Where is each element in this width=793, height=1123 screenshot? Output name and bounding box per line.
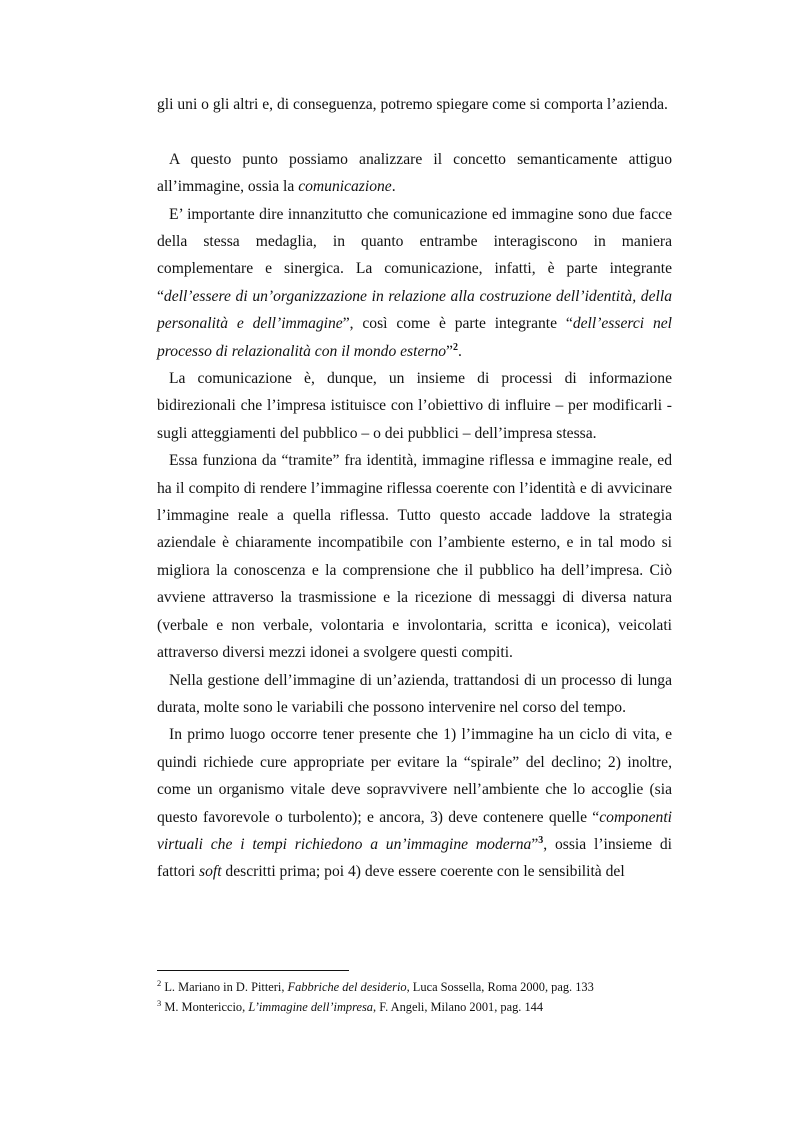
paragraph-7-close-quote: ” [531,835,539,853]
paragraph-3 [157,201,672,365]
footnote-3-title: L’immagine dell’impresa [248,1000,374,1014]
body-text [157,91,672,886]
footnote-ref-2[interactable]: 2 [452,341,458,353]
paragraph-7-text-c: descritti prima; poi 4) deve essere coerente con le sensibilità del [221,863,625,881]
paragraph-3-close-quote: ” [446,342,453,360]
paragraph-2 [157,146,672,201]
paragraph-7-emphasis: soft [199,863,222,881]
paragraph-7-quote: componenti virtuali che i tempi richiedono a un’immagine moderna [157,808,672,853]
paragraph-5: Essa funziona da “tramite” fra identità, immagine riflessa e immagine reale, ed ha il compito di rendere l’immagine riflessa coerente con l’identità e di avvicinare l’immagine reale a quella riflessa. Tutto questo accade laddove la strategia aziendale è chiaramente incompatibile con l’ambiente esterno, e in tal modo si migliora la conoscenza e la comprensione che il pubblico ha dell’impresa. Ciò avviene attraverso la trasmissione e la ricezione di messaggi di diversa natura (verbale e non verbale, volontaria e involontaria, scritta e iconica), veicolati attraverso diversi mezzi idonei a svolgere questi compiti. [157,452,672,662]
paragraph-3-text-a: E’ importante dire innanzitutto che comunicazione ed immagine sono due facce della stessa medaglia, in quanto entrambe interagiscono in maniera complementare e sinergica. La comunicazione, infatti, è parte integrante “ [157,205,672,305]
paragraph-7 [157,721,672,885]
footnote-divider [157,970,349,971]
paragraph-2-end: . [391,178,396,196]
paragraph-1: gli uni o gli altri e, di conseguenza, potremo spiegare come si comporta l’azienda. [157,96,668,113]
footnote-3-publisher: , F. Angeli, Milano 2001, pag. 144 [373,1000,544,1014]
footnotes [157,977,672,1017]
footnote-3 [157,997,672,1017]
footnote-ref-3[interactable]: 3 [538,834,544,846]
paragraph-3-end: . [457,342,462,360]
paragraph-6: Nella gestione dell’immagine di un’azienda, trattandosi di un processo di lunga durata, molte sono le variabili che possono intervenire nel corso del tempo. [157,671,672,716]
footnote-2 [157,977,672,997]
paragraph-3-quote-2: dell’esserci nel processo di relazionalità con il mondo esterno [157,315,672,360]
paragraph-2-text: A questo punto possiamo analizzare il concetto semanticamente attiguo all’immagine, ossia la [157,150,672,196]
footnote-mark-3: 3 [157,998,162,1008]
paragraph-7-text-b: , ossia l’insieme di fattori [157,835,672,881]
paragraph-3-quote-1: dell’essere di un’organizzazione in relazione alla costruzione dell’identità, della personalità e dell’immagine [157,287,672,333]
paragraph-4: La comunicazione è, dunque, un insieme di processi di informazione bidirezionali che l’impresa istituisce con l’obiettivo di influire – per modificarli - sugli atteggiamenti del pubblico – o dei pubblici – dell’impresa stessa. [157,370,672,442]
paragraph-3-text-b: ”, così come è parte integrante “ [342,315,573,333]
paragraph-2-emphasis: comunicazione [298,178,392,196]
footnote-2-author: L. Mariano in D. Pitteri, [161,980,288,994]
footnote-mark-2: 2 [157,978,162,988]
footnote-2-title: Fabbriche del desiderio [287,980,407,994]
footnote-3-author: M. Montericcio, [161,1000,249,1014]
footnote-2-publisher: , Luca Sossella, Roma 2000, pag. 133 [406,980,594,994]
paragraph-7-text-a: In primo luogo occorre tener presente che 1) l’immagine ha un ciclo di vita, e quindi richiede cure appropriate per evitare la “spirale” del declino; 2) inoltre, come un organismo vitale deve sopravvivere nell’ambiente che lo accoglie (sia questo favorevole o turbolento); e ancora, 3) deve contenere quelle “ [157,726,672,826]
